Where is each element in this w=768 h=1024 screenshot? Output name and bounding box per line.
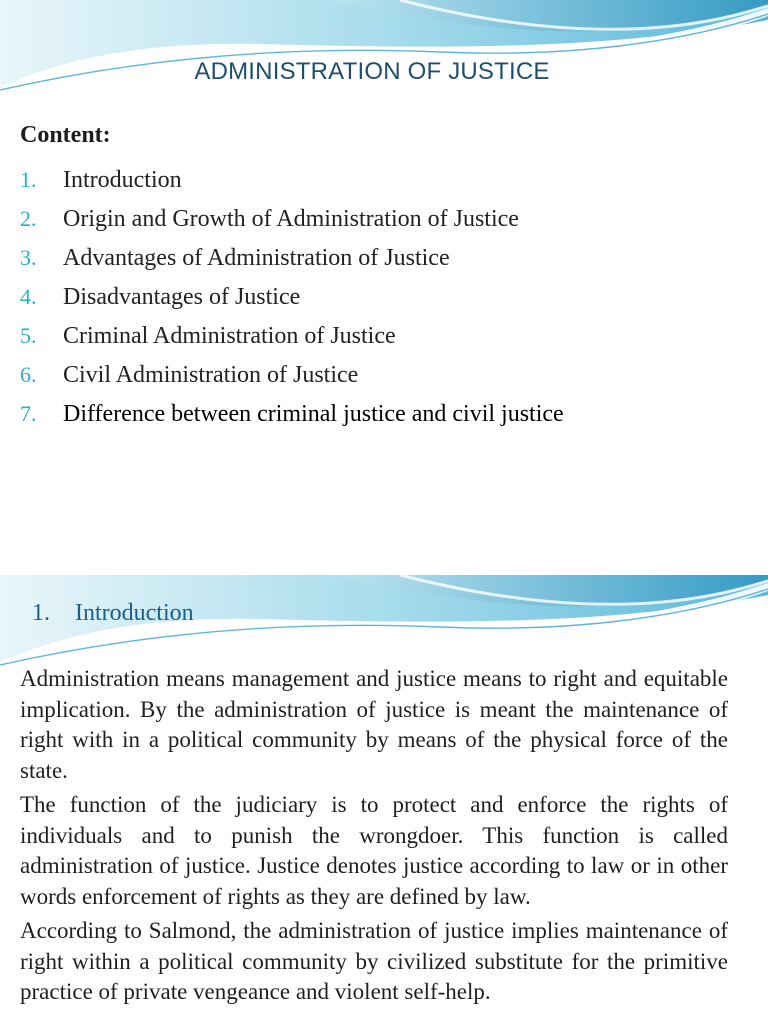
content-heading: Content: — [20, 122, 111, 148]
section-number: 1. — [32, 600, 50, 626]
paragraph: Administration means management and justice means to right and equitable implication. By the administration of justice is meant the maintenance of right with in a political community by means of the physical force of the state. — [20, 666, 728, 783]
section-heading — [32, 600, 194, 627]
toc-item — [20, 394, 564, 433]
toc-item — [20, 199, 564, 238]
toc-item-number: 2. — [20, 206, 37, 231]
toc-item-number: 5. — [20, 323, 37, 348]
toc-item-text: Origin and Growth of Administration of Justice — [63, 206, 519, 232]
paragraph: The function of the judiciary is to protect and enforce the rights of individuals and to punish the wrongdoer. This function is called administration of justice. Justice denotes justice according to law or in other words enforcement of rights as they are defined by law. — [20, 792, 728, 909]
toc-item-number: 1. — [20, 167, 37, 192]
toc-item — [20, 355, 564, 394]
toc-item — [20, 160, 564, 199]
slide-title: ADMINISTRATION OF JUSTICE — [194, 58, 550, 85]
toc-item — [20, 277, 564, 316]
toc-item-number: 7. — [20, 401, 37, 426]
toc-item-number: 4. — [20, 284, 37, 309]
toc-item-text: Criminal Administration of Justice — [63, 323, 396, 349]
toc-item-text: Advantages of Administration of Justice — [63, 245, 450, 271]
toc-item-number: 6. — [20, 362, 37, 387]
toc-item-text: Introduction — [63, 167, 182, 193]
toc-item-text: Difference between criminal justice and civil justice — [63, 401, 564, 427]
section-title: Introduction — [75, 600, 194, 626]
table-of-contents — [20, 160, 564, 433]
toc-item-text: Disadvantages of Justice — [63, 284, 301, 310]
toc-item-number: 3. — [20, 245, 37, 270]
paragraph: According to Salmond, the administration of justice implies maintenance of right within a political community by civilized substitute for the primitive practice of private vengeance and violent self-help. — [20, 918, 728, 1004]
slide-separator — [0, 545, 768, 575]
toc-item-text: Civil Administration of Justice — [63, 362, 359, 388]
introduction-body — [20, 664, 728, 1012]
toc-item — [20, 316, 564, 355]
toc-item — [20, 238, 564, 277]
